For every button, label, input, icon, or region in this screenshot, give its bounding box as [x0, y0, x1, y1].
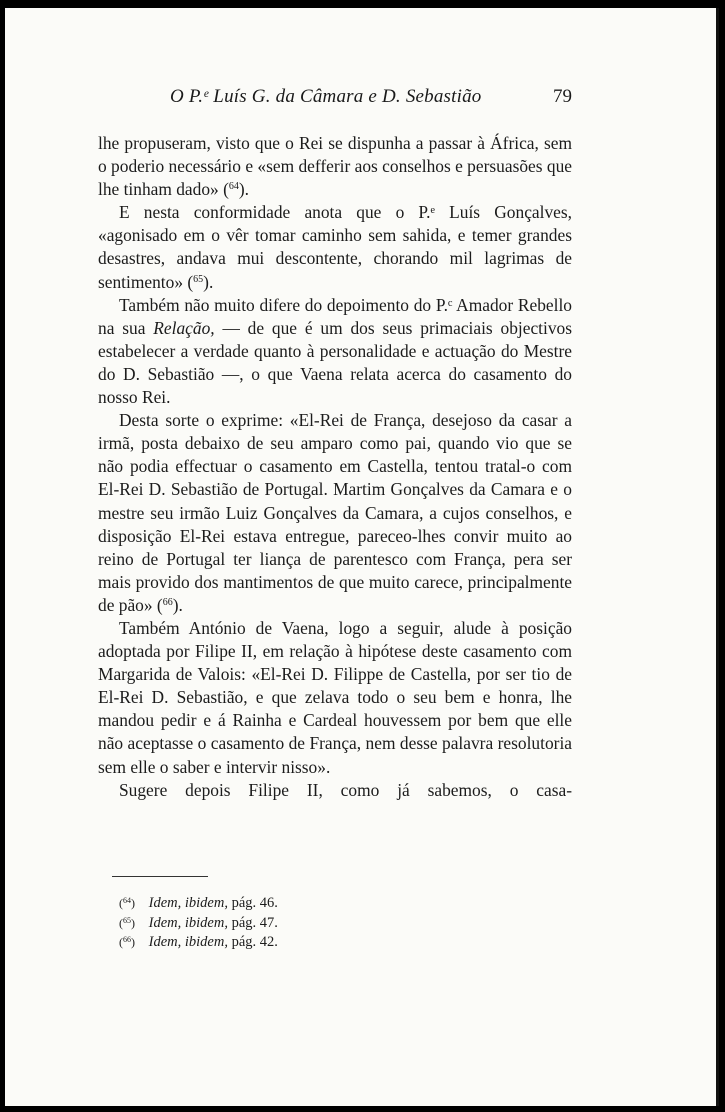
footnote-page: pág. 47.: [231, 914, 278, 931]
footnotes: [119, 894, 419, 953]
footnote-label: ($^{65}$): [119, 915, 135, 930]
footnote-label: ($^{66}$): [119, 935, 135, 949]
footnote-reference-65: 65: [193, 273, 204, 285]
paragraph-3: Também não muito difere do depoimento do P.ᶜ Amador Rebello na sua Relação, — de que é um dos seus primaciais objectivos estabelecer a verdade quanto à personalidade e actuação do Mestre do D. Sebastião —, o que Vaena relata acerca do casamento do nosso Rei.: [98, 294, 573, 408]
paragraph-2: E nesta conformidade anota que o P.ᵉ Luís Gonçalves, «agonisado em o vêr tomar caminho sem sahida, e temer grandes desastres, andava mui descontente, chorando mil lagrimas de sentimento» ($^{65}$).: [98, 202, 572, 292]
book-page: [5, 8, 719, 1106]
footnote-work: Idem, ibidem,: [148, 895, 228, 911]
footnote-64: [119, 894, 419, 914]
footnote-reference-64: 64: [228, 181, 239, 193]
footnote-separator: [112, 876, 208, 877]
page-header: [170, 86, 572, 116]
paragraph-4: Desta sorte o exprime: «El-Rei de França, desejoso da casar a irmã, posta debaixo de seu amparo como pai, quando vio que se não podia effectuar o casamento em Castella, tentou tratal-o com El-Rei D. Sebastião de Portugal. Martim Gonçalves da Camara e o mestre seu irmão Luiz Gonçalves da Camara, a cujos conselhos, e disposição El-Rei estava entregue, pareceo-lhes convir muito ao reino de Portugal ter liança de parentesco com França, pera ser mais provido dos mantimentos de que muito carece, principalmente de pão» ($^{66}$).: [98, 410, 572, 615]
footnote-label: ($^{64}$): [119, 896, 135, 910]
footnote-page: pág. 46.: [231, 895, 278, 911]
footnote-reference-66: 66: [162, 596, 173, 608]
footnote-work: Idem, ibidem,: [148, 934, 228, 950]
body-text: [98, 132, 572, 802]
paragraph-5: Também António de Vaena, logo a seguir, alude à posição adoptada por Filipe II, em relação à hipótese deste casamento com Margarida de Valois: «El-Rei D. Filippe de Castella, por ser tio de El-Rei D. Sebastião, e que zelava todo o seu bem e honra, lhe mandou pedir e á Rainha e Cardeal houvessem por bem que elle não aceptasse o casamento de França, nem desse palavra resolutoria sem elle o saber e intervir nisso».: [98, 617, 572, 777]
running-title: O P.ᵉ Luís G. da Câmara e D. Sebastião: [170, 86, 482, 107]
footnote-work: Idem, ibidem,: [148, 914, 228, 931]
page-number: 79: [553, 86, 572, 107]
paragraph-6: Sugere depois Filipe II, como já sabemos, o casa-: [119, 779, 572, 800]
footnote-66: [119, 933, 419, 953]
work-title-relacao: Relação,: [153, 317, 215, 338]
paragraph-1: lhe propuseram, visto que o Rei se dispunha a passar à África, sem o poderio necessário e «sem defferir aos conselhos e persuasões que lhe tinham dado» ($^{64}$).: [98, 133, 572, 200]
footnote-page: pág. 42.: [231, 934, 278, 950]
footnote-65: [119, 914, 419, 934]
